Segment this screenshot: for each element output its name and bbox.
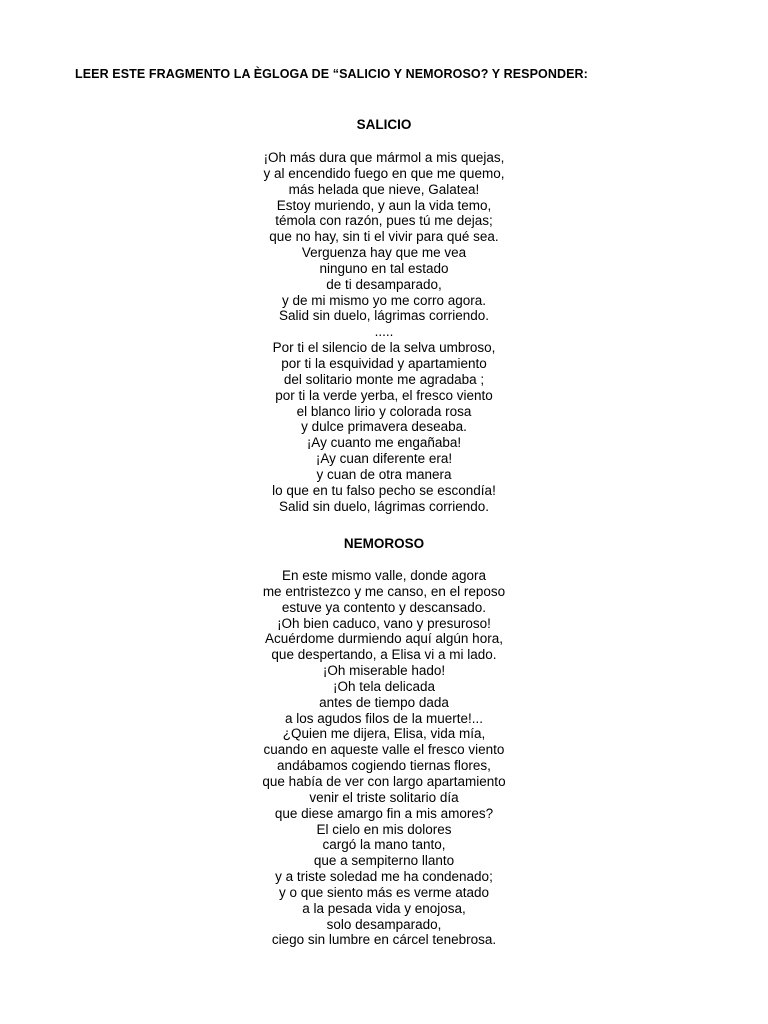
poem-line: por ti la verde yerba, el fresco viento — [275, 387, 493, 403]
poem-line: antes de tiempo dada — [319, 694, 449, 710]
poem-line: ninguno en tal estado — [319, 260, 449, 276]
poem-line: El cielo en mis dolores — [316, 821, 452, 837]
poem-line: Por ti el silencio de la selva umbroso, — [272, 340, 496, 356]
poem-line: ¿Quien me dijera, Elisa, vida mía, — [282, 726, 486, 742]
poem-line: que a sempiterno llanto — [313, 853, 455, 869]
poem-line: a los agudos filos de la muerte!... — [284, 710, 484, 726]
poem-line: y a triste soledad me ha condenado; — [275, 869, 493, 885]
poem-line: por ti la esquividad y apartamiento — [281, 355, 487, 371]
poem-line: de ti desamparado, — [326, 276, 442, 292]
poem-line: y o que siento más es verme atado — [278, 884, 490, 900]
poem-line: ciego sin lumbre en cárcel tenebrosa. — [271, 932, 497, 948]
salicio-section-title: SALICIO — [356, 117, 412, 132]
poem-line: que despertando, a Elisa vi a mi lado. — [271, 647, 497, 663]
poem-line: a la pesada vida y enojosa, — [302, 900, 466, 916]
poem-line: que no hay, sin ti el vivir para qué sea. — [269, 229, 499, 245]
poem-line: En este mismo valle, donde agora — [281, 568, 487, 583]
poem-line: venir el triste solitario día — [309, 789, 459, 805]
poem-line: cuando en aqueste valle el fresco viento — [263, 742, 505, 758]
poem-line: Estoy muriendo, y aun la vida temo, — [276, 197, 492, 213]
poem-line: Salid sin duelo, lágrimas corriendo. — [278, 308, 490, 324]
poem-line: ¡Ay cuanto me engañaba! — [306, 435, 462, 451]
poem-line: y al encendido fuego en que me quemo, — [263, 165, 505, 181]
poem-line: ..... — [374, 324, 394, 340]
poem-line: ¡Ay cuan diferente era! — [315, 451, 453, 467]
poem-line: Verguenza hay que me vea — [301, 245, 467, 261]
poem-line: ¡Oh tela delicada — [332, 678, 436, 694]
salicio-poem — [0, 150, 768, 514]
poem-line: más helada que nieve, Galatea! — [288, 181, 480, 197]
poem-line: estuve ya contento y descansado. — [281, 599, 487, 615]
poem-line: me entristezco y me canso, en el reposo — [262, 583, 506, 599]
poem-line: del solitario monte me agradaba ; — [283, 371, 485, 387]
poem-line: que diese amargo fin a mis amores? — [274, 805, 494, 821]
poem-line: ¡Oh miserable hado! — [322, 663, 446, 679]
poem-line: solo desamparado, — [326, 916, 442, 932]
poem-line: ¡Oh más dura que mármol a mis quejas, — [263, 150, 505, 165]
poem-line: cargó la mano tanto, — [322, 837, 446, 853]
poem-line: y dulce primavera deseaba. — [301, 419, 467, 435]
instruction-heading: LEER ESTE FRAGMENTO LA ÈGLOGA DE “SALICIO Y NEMOROSO? Y RESPONDER: — [75, 67, 588, 81]
poem-line: ¡Oh bien caduco, vano y presuroso! — [277, 615, 491, 631]
poem-line: lo que en tu falso pecho se escondía! — [272, 482, 496, 498]
poem-line: que había de ver con largo apartamiento — [262, 773, 506, 789]
nemoroso-poem — [0, 568, 768, 948]
poem-line: y de mi mismo yo me corro agora. — [281, 292, 487, 308]
poem-line: y cuan de otra manera — [316, 466, 452, 482]
poem-line: andábamos cogiendo tiernas flores, — [277, 758, 491, 774]
poem-line: témola con razón, pues tú me dejas; — [275, 213, 493, 229]
poem-line: Acuérdome durmiendo aquí algún hora, — [265, 631, 503, 647]
nemoroso-section-title: NEMOROSO — [343, 536, 425, 551]
poem-line: el blanco lirio y colorada rosa — [296, 403, 472, 419]
poem-line: Salid sin duelo, lágrimas corriendo. — [278, 498, 490, 514]
